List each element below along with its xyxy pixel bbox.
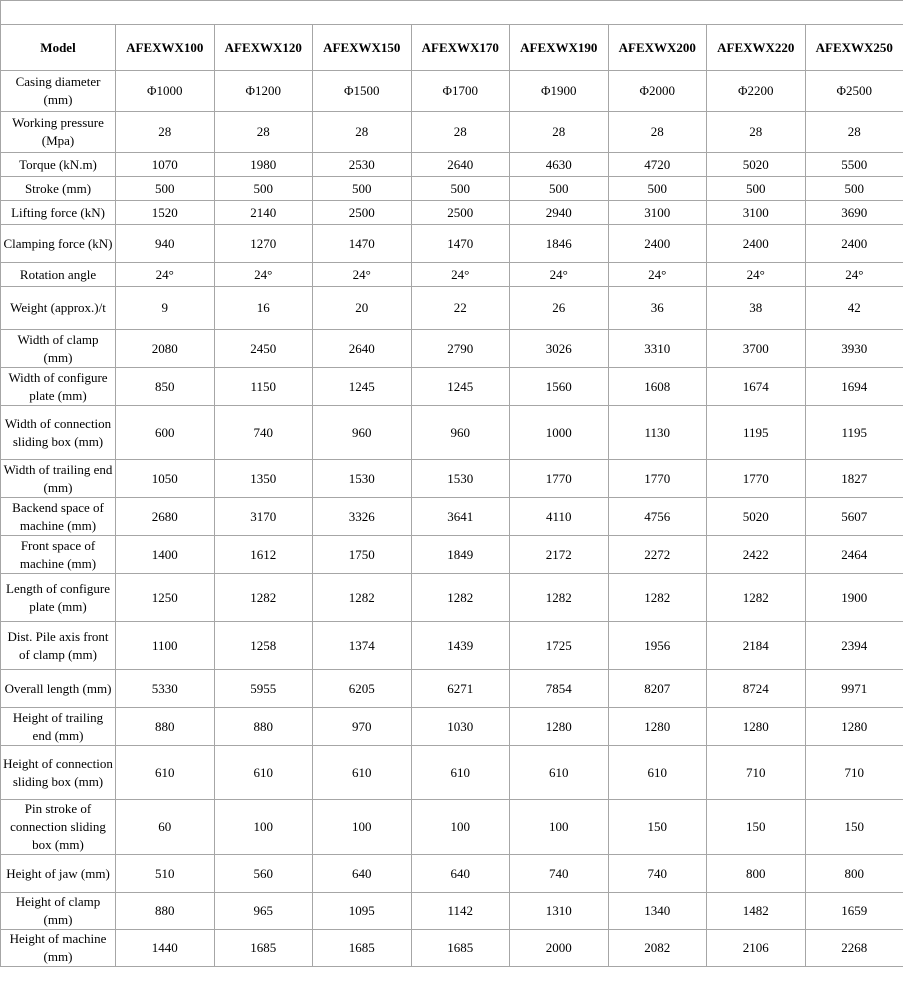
table-row [1,800,903,855]
table-cell: 2680 [116,498,215,536]
table-cell: 2272 [608,536,707,574]
table-cell: 800 [707,855,806,893]
table-row [1,893,903,930]
table-cell: 500 [707,177,806,201]
table-cell: 1270 [214,225,313,263]
row-label: Weight (approx.)/t [1,287,116,330]
table-cell: Φ2000 [608,71,707,112]
row-label: Height of jaw (mm) [1,855,116,893]
table-cell: 1340 [608,893,707,930]
table-cell: 1694 [805,368,903,406]
table-cell: 600 [116,406,215,460]
table-cell: 1250 [116,574,215,622]
row-label: Dist. Pile axis front of clamp (mm) [1,622,116,670]
row-label: Height of connection sliding box (mm) [1,746,116,800]
table-cell: 1245 [411,368,510,406]
table-cell: 24° [313,263,412,287]
table-cell: 1470 [313,225,412,263]
table-row [1,263,903,287]
table-cell: 640 [313,855,412,893]
table-cell: 3100 [707,201,806,225]
table-cell: 3641 [411,498,510,536]
table-cell: 3100 [608,201,707,225]
table-title: APFXWX Casing Oscillator Technical Specifications [1,1,903,25]
table-cell: 3310 [608,330,707,368]
table-cell: 850 [116,368,215,406]
table-cell: 1195 [805,406,903,460]
table-cell: 1282 [510,574,609,622]
table-row [1,153,903,177]
table-row [1,622,903,670]
table-cell: 26 [510,287,609,330]
row-label: Height of trailing end (mm) [1,708,116,746]
table-cell: 1100 [116,622,215,670]
table-cell: 1750 [313,536,412,574]
table-cell: 28 [214,112,313,153]
table-cell: 150 [805,800,903,855]
header-row [1,25,903,71]
table-row [1,177,903,201]
row-label: Clamping force (kN) [1,225,116,263]
table-cell: 1770 [510,460,609,498]
table-cell: Φ1000 [116,71,215,112]
table-cell: 2080 [116,330,215,368]
table-cell: 1674 [707,368,806,406]
table-cell: 1280 [608,708,707,746]
table-cell: 2082 [608,930,707,967]
table-row [1,930,903,967]
table-row [1,708,903,746]
table-cell: 2106 [707,930,806,967]
table-cell: 42 [805,287,903,330]
row-label: Lifting force (kN) [1,201,116,225]
table-cell: 1520 [116,201,215,225]
table-cell: 1280 [510,708,609,746]
table-cell: 24° [707,263,806,287]
table-cell: 28 [805,112,903,153]
table-cell: 1685 [313,930,412,967]
table-cell: 28 [116,112,215,153]
table-cell: 800 [805,855,903,893]
table-cell: 5607 [805,498,903,536]
table-cell: Φ2200 [707,71,806,112]
table-row [1,746,903,800]
row-label: Overall length (mm) [1,670,116,708]
table-cell: 2530 [313,153,412,177]
table-cell: 2184 [707,622,806,670]
table-row [1,368,903,406]
table-cell: 3700 [707,330,806,368]
table-row [1,225,903,263]
table-cell: 28 [510,112,609,153]
table-row [1,330,903,368]
table-cell: 740 [608,855,707,893]
table-cell: 24° [214,263,313,287]
table-cell: 3026 [510,330,609,368]
table-cell: 940 [116,225,215,263]
table-cell: 20 [313,287,412,330]
table-cell: 5020 [707,498,806,536]
table-cell: 2940 [510,201,609,225]
table-cell: 560 [214,855,313,893]
table-cell: 2422 [707,536,806,574]
table-cell: 740 [214,406,313,460]
table-cell: 640 [411,855,510,893]
table-cell: 8207 [608,670,707,708]
table-cell: 28 [608,112,707,153]
table-cell: 1530 [313,460,412,498]
table-row [1,855,903,893]
table-cell: 1612 [214,536,313,574]
model-name: AFEXWX200 [608,25,707,71]
table-cell: 1070 [116,153,215,177]
table-cell: 880 [214,708,313,746]
table-cell: 1659 [805,893,903,930]
table-cell: 5955 [214,670,313,708]
table-cell: 500 [608,177,707,201]
title-row [1,1,903,25]
table-cell: 2268 [805,930,903,967]
table-cell: 1282 [313,574,412,622]
table-cell: 7854 [510,670,609,708]
table-cell: 1827 [805,460,903,498]
table-cell: 5500 [805,153,903,177]
table-cell: 500 [214,177,313,201]
table-cell: 610 [510,746,609,800]
table-cell: 1282 [608,574,707,622]
table-row [1,201,903,225]
row-label: Front space of machine (mm) [1,536,116,574]
table-cell: 150 [707,800,806,855]
table-cell: 960 [411,406,510,460]
table-cell: Φ1500 [313,71,412,112]
table-cell: 36 [608,287,707,330]
table-cell: 1900 [805,574,903,622]
table-cell: 1608 [608,368,707,406]
table-cell: 9971 [805,670,903,708]
table-cell: 2450 [214,330,313,368]
table-cell: 500 [313,177,412,201]
table-cell: 5020 [707,153,806,177]
table-cell: 1685 [214,930,313,967]
model-name: AFEXWX170 [411,25,510,71]
table-cell: 1980 [214,153,313,177]
row-label: Width of connection sliding box (mm) [1,406,116,460]
table-cell: 3930 [805,330,903,368]
table-cell: 1482 [707,893,806,930]
table-cell: 1030 [411,708,510,746]
table-cell: 4630 [510,153,609,177]
table-cell: 2394 [805,622,903,670]
table-cell: 1846 [510,225,609,263]
table-cell: 6205 [313,670,412,708]
table-cell: 610 [608,746,707,800]
table-cell: 100 [313,800,412,855]
row-label: Stroke (mm) [1,177,116,201]
row-label: Width of configure plate (mm) [1,368,116,406]
table-cell: 710 [805,746,903,800]
table-cell: 610 [116,746,215,800]
row-label: Length of configure plate (mm) [1,574,116,622]
model-name: AFEXWX100 [116,25,215,71]
table-cell: 22 [411,287,510,330]
row-label: Pin stroke of connection sliding box (mm) [1,800,116,855]
model-name: AFEXWX120 [214,25,313,71]
table-cell: 880 [116,708,215,746]
table-cell: 1849 [411,536,510,574]
model-name: AFEXWX150 [313,25,412,71]
table-cell: 500 [116,177,215,201]
table-cell: 2000 [510,930,609,967]
table-cell: 1142 [411,893,510,930]
table-cell: Φ1700 [411,71,510,112]
table-cell: 4720 [608,153,707,177]
table-cell: 1150 [214,368,313,406]
table-cell: 500 [805,177,903,201]
table-cell: 2400 [608,225,707,263]
table-cell: 1310 [510,893,609,930]
table-cell: 16 [214,287,313,330]
table-cell: 28 [707,112,806,153]
table-cell: 1400 [116,536,215,574]
table-cell: 1000 [510,406,609,460]
table-cell: 1245 [313,368,412,406]
table-cell: 1195 [707,406,806,460]
table-cell: Φ2500 [805,71,903,112]
table-cell: 60 [116,800,215,855]
table-cell: 2140 [214,201,313,225]
table-cell: 3326 [313,498,412,536]
table-cell: 2400 [805,225,903,263]
table-cell: 8724 [707,670,806,708]
table-cell: 1050 [116,460,215,498]
row-label: Rotation angle [1,263,116,287]
model-header: Model [1,25,116,71]
row-label: Height of clamp (mm) [1,893,116,930]
table-cell: 2464 [805,536,903,574]
table-cell: 1130 [608,406,707,460]
table-cell: 24° [411,263,510,287]
table-cell: 2640 [411,153,510,177]
table-cell: 970 [313,708,412,746]
table-cell: 1280 [805,708,903,746]
table-cell: 100 [510,800,609,855]
table-cell: 500 [411,177,510,201]
model-name: AFEXWX220 [707,25,806,71]
model-name: AFEXWX250 [805,25,903,71]
table-cell: 28 [313,112,412,153]
table-cell: 610 [411,746,510,800]
table-cell: 710 [707,746,806,800]
table-cell: 24° [510,263,609,287]
row-label: Working pressure (Mpa) [1,112,116,153]
table-cell: 1956 [608,622,707,670]
table-cell: 1440 [116,930,215,967]
table-cell: 610 [214,746,313,800]
model-name: AFEXWX190 [510,25,609,71]
table-cell: 1470 [411,225,510,263]
table-cell: 1350 [214,460,313,498]
table-cell: 880 [116,893,215,930]
table-cell: 9 [116,287,215,330]
table-cell: 1685 [411,930,510,967]
table-row [1,670,903,708]
table-row [1,460,903,498]
table-cell: 1282 [214,574,313,622]
table-cell: 5330 [116,670,215,708]
table-cell: 1282 [707,574,806,622]
table-cell: 2500 [313,201,412,225]
table-cell: Φ1200 [214,71,313,112]
table-row [1,574,903,622]
table-cell: 38 [707,287,806,330]
table-cell: 1725 [510,622,609,670]
table-cell: 1258 [214,622,313,670]
table-row [1,71,903,112]
table-cell: 965 [214,893,313,930]
table-cell: 500 [510,177,609,201]
row-label: Height of machine (mm) [1,930,116,967]
table-cell: 740 [510,855,609,893]
table-cell: 100 [214,800,313,855]
table-row [1,536,903,574]
table-cell: 2172 [510,536,609,574]
table-row [1,112,903,153]
row-label: Torque (kN.m) [1,153,116,177]
table-row [1,498,903,536]
row-label: Width of clamp (mm) [1,330,116,368]
table-cell: 24° [805,263,903,287]
table-cell: 6271 [411,670,510,708]
table-cell: 28 [411,112,510,153]
row-label: Casing diameter (mm) [1,71,116,112]
table-cell: 1095 [313,893,412,930]
row-label: Backend space of machine (mm) [1,498,116,536]
table-cell: 100 [411,800,510,855]
table-cell: 1282 [411,574,510,622]
row-label: Width of trailing end (mm) [1,460,116,498]
table-cell: 1280 [707,708,806,746]
table-cell: 1770 [608,460,707,498]
table-cell: 24° [608,263,707,287]
table-cell: 24° [116,263,215,287]
table-cell: Φ1900 [510,71,609,112]
table-cell: 1374 [313,622,412,670]
table-cell: 1770 [707,460,806,498]
table-cell: 1439 [411,622,510,670]
table-cell: 150 [608,800,707,855]
table-row [1,287,903,330]
table-cell: 960 [313,406,412,460]
table-cell: 2640 [313,330,412,368]
table-cell: 3690 [805,201,903,225]
table-cell: 4756 [608,498,707,536]
table-cell: 1530 [411,460,510,498]
table-row [1,406,903,460]
table-cell: 2500 [411,201,510,225]
table-cell: 510 [116,855,215,893]
table-cell: 610 [313,746,412,800]
table-cell: 2400 [707,225,806,263]
table-cell: 2790 [411,330,510,368]
table-cell: 1560 [510,368,609,406]
table-cell: 3170 [214,498,313,536]
table-cell: 4110 [510,498,609,536]
